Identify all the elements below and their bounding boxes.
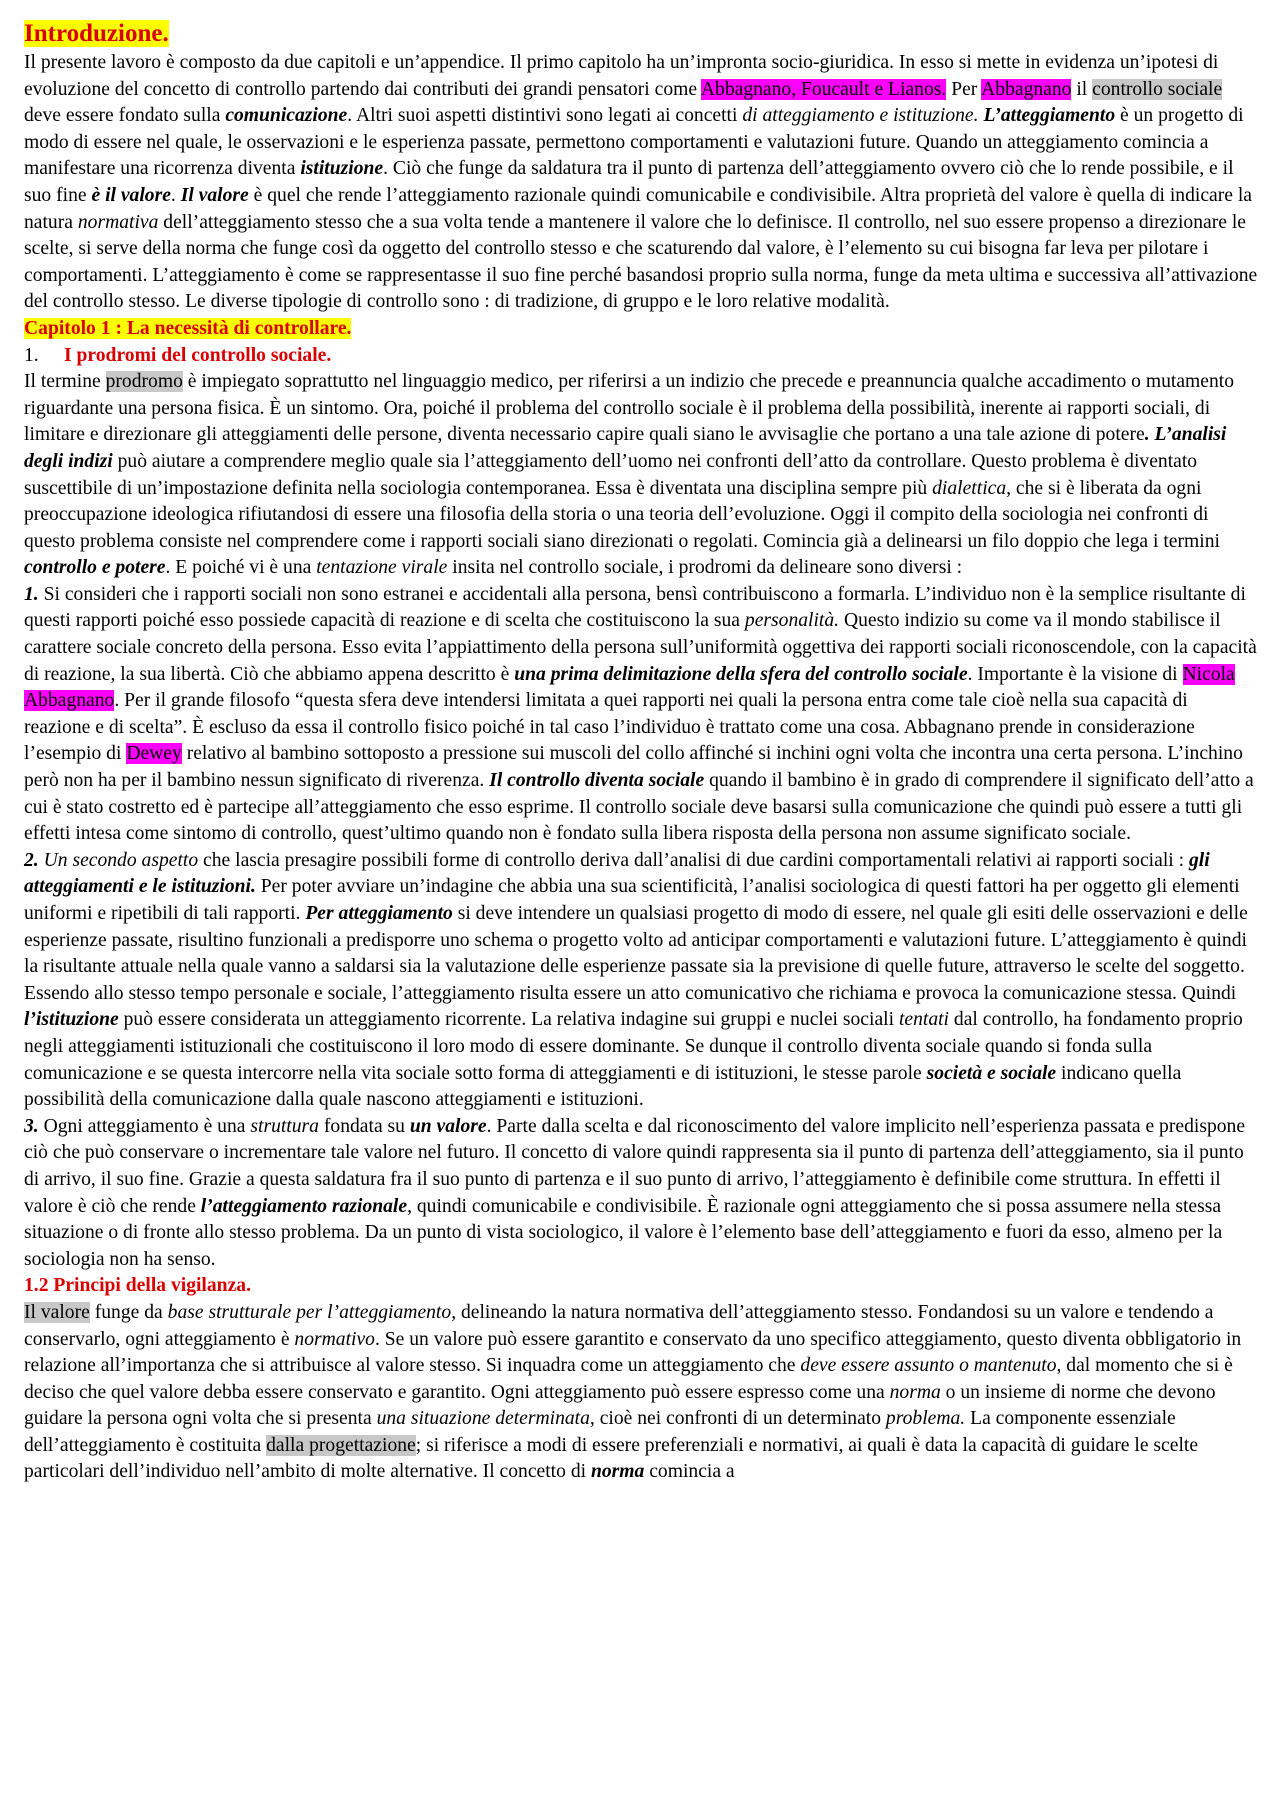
highlight-progettazione: dalla progettazione [266,1434,416,1456]
highlight-nicola-abbagnano: Nicola Abbagnano [24,663,1235,712]
chapter1-title: Capitolo 1 : La necessità di controllare. [24,317,352,339]
highlight-controllo-sociale: controllo sociale [1092,78,1223,100]
chapter1-heading-line [24,316,1258,343]
highlight-dewey: Dewey [126,743,182,765]
section-1-2-paragraph: Il valore funge da base strutturale per l’atteggiamento, delineando la natura normativa dell’atteggiamento stesso. Fondandosi su un valore e tendendo a conservarlo, ogni atteggiamento è normativo. Se un valore può essere garantito e conservato da uno specifico atteggiamento, questo diventa obbligatorio in relazione all’importanza che si attribuisce al valore stesso. Si inquadra come un atteggiamento che deve essere assunto o mantenuto, dal momento che si è deciso che quel valore debba essere conservato e garantito. Ogni atteggiamento può essere espresso come una norma o un insieme di norme che devono guidare la persona ogni volta che si presenta una situazione determinata, cioè nei confronti di un determinato problema. La componente essenziale dell’atteggiamento è costituita dalla progettazione; si riferisce a modi di essere preferenziali e normativi, ai quali è data la capacità di guidare le scelte particolari dell’individuo nell’ambito di molte alternative. Il concetto di norma comincia a [24,1301,1242,1483]
section-1-heading: 1. I prodromi del controllo sociale. [24,344,332,366]
highlight-il-valore: Il valore [24,1301,90,1323]
point-2-paragraph: 2. Un secondo aspetto che lascia presagire possibili forme di controllo deriva dall’analisi di due cardini comportamentali relativi ai rapporti sociali : gli atteggiamenti e le istituzioni. Per poter avviare un’indagine che abbia una sua scientificità, l’analisi sociologica di questi fattori ha per oggetto gli elementi uniformi e ripetibili di tali rapporti. Per atteggiamento si deve intendere un qualsiasi progetto di modo di essere, nel quale gli esiti delle osservazioni e delle esperienze passate, risultino funzionali a predisporre uno schema o progetto volto ad anticipar comportamenti e valutazioni future. L’atteggiamento è quindi la risultante attuale nella quale vanno a saldarsi sia la valutazione delle esperienze passate sia la previsione di quelle future, attraverso le scelte del soggetto. Essendo allo stesso tempo personale e sociale, l’atteggiamento risulta essere un atto comunicativo che richiama e provoca la comunicazione stessa. Quindi l’istituzione può essere considerata un atteggiamento ricorrente. La relativa indagine sui gruppi e nuclei sociali tentati dal controllo, ha fondamento proprio negli atteggiamenti istituzionali che costituiscono il loro modo di essere dominante. Se dunque il controllo diventa sociale quando si fonda sulla comunicazione e se questa intercorre nella vita sociale sotto forma di atteggiamenti e di istituzioni, le stesse parole società e sociale indicano quella possibilità della comunicazione dalla quale nascono atteggiamenti e istituzioni. [24,849,1248,1111]
section-1-2-heading: 1.2 Principi della vigilanza. [24,1275,251,1297]
intro-paragraph: Il presente lavoro è composto da due capitoli e un’appendice. Il primo capitolo ha un’impronta socio-giuridica. In esso si mette in evidenza un’ipotesi di evoluzione del concetto di controllo partendo dai contributi dei grandi pensatori come Abbagnano, Foucault e Lianos. Per Abbagnano il controllo sociale deve essere fondato sulla comunicazione. Altri suoi aspetti distintivi sono legati ai concetti di atteggiamento e istituzione. L’atteggiamento è un progetto di modo di essere nel quale, le osservazioni e le esperienza passate, permettono comportamenti e valutazioni future. Quando un atteggiamento comincia a manifestare una ricorrenza diventa istituzione. Ciò che funge da saldatura tra il punto di partenza dell’atteggiamento ovvero ciò che lo rende possibile, e il suo fine è il valore. Il valore è quel che rende l’atteggiamento razionale quindi comunicabile e condivisibile. Altra proprietà del valore è quella di indicare la natura normativa dell’atteggiamento stesso che a sua volta tende a mantenere il valore che lo definisce. Il controllo, nel suo essere propenso a direzionare le scelte, si serve della norma che funge così da oggetto del controllo stesso e che scaturendo dal valore, è l’elemento su cui bisogna far leva per pilotare i comportamenti. L’atteggiamento è come se rappresentasse il suo fine perché basandosi proprio sulla norma, funge da meta ultima e successiva all’attivazione del controllo stesso. Le diverse tipologie di controllo sono : di tradizione, di gruppo e le loro relative modalità. [24,52,1258,313]
intro-title: Introduzione. [24,20,169,47]
highlight-authors: Abbagnano, Foucault e Lianos. [700,78,947,100]
point-1-paragraph: 1. Si consideri che i rapporti sociali non sono estranei e accidentali alla persona, bensì contribuiscono a formarla. L’individuo non è la semplice risultante di questi rapporti poiché esso possiede capacità di reazione e di scelta che costituiscono la sua personalità. Questo indizio su come va il mondo stabilisce il carattere sociale concreto della persona. Esso evita l’appiattimento della persona sull’uniformità oggettiva dei rapporti sociali riconoscendole, con la capacità di reazione, la sua libertà. Ciò che abbiamo appena descritto è una prima delimitazione della sfera del controllo sociale. Importante è la visione di Nicola Abbagnano. Per il grande filosofo “questa sfera deve intendersi limitata a quei rapporti nei quali la persona entra come tale cioè nella sua capacità di reazione e di scelta”. È escluso da essa il controllo fisico poiché in tal caso l’individuo è trattato come una cosa. Abbagnano prende in considerazione l’esempio di Dewey relativo al bambino sottoposto a pressione sui muscoli del collo affinché si inchini ogni volta che incontra una certa persona. L’inchino però non ha per il bambino nessun significato di riverenza. Il controllo diventa sociale quando il bambino è in grado di comprendere il significato dell’atto a cui è stato costretto ed è partecipe all’atteggiamento che esso esprime. Il controllo sociale deve basarsi sulla comunicazione che quindi può essere a tutti gli effetti intesa come sintomo di controllo, quest’ultimo quando non è fondato sulla libera risposta della persona non assume significato sociale. [24,583,1257,845]
section-1-paragraph: Il termine prodromo è impiegato soprattutto nel linguaggio medico, per riferirsi a un indizio che precede e preannuncia qualche accadimento o mutamento riguardante una persona fisica. È un sintomo. Ora, poiché il problema del controllo sociale è il problema della possibilità, inerente ai rapporti sociali, di limitare e direzionare gli atteggiamenti delle persone, diventa necessario capire quali siano le avvisaglie che portano a una tale azione di potere. L’analisi degli indizi può aiutare a comprendere meglio quale sia l’atteggiamento dell’uomo nei confronti dell’atto da controllare. Questo problema è diventato suscettibile di un’impostazione definita nella sociologia contemporanea. Essa è diventata una disciplina sempre più dialettica, che si è liberata da ogni preoccupazione ideologica rifiutandosi di essere una filosofia della storia o una teoria dell’evoluzione. Oggi il compito della sociologia nei confronti di questo problema consiste nel comprendere come i rapporti sociali siano direzionati o regolati. Comincia già a delinearsi un filo doppio che lega i termini controllo e potere. E poiché vi è una tentazione virale insita nel controllo sociale, i prodromi da delineare sono diversi : [24,371,1235,579]
highlight-abbagnano: Abbagnano [981,78,1072,100]
intro-heading-line [24,18,1258,50]
point-3-paragraph: 3. Ogni atteggiamento è una struttura fondata su un valore. Parte dalla scelta e dal riconoscimento del valore implicito nell’esperienza passata e predispone ciò che può conservare o incrementare tale valore nel futuro. Il concetto di valore quindi rappresenta sia il punto di partenza dell’atteggiamento, sia il punto di arrivo, il suo fine. Grazie a questa saldatura fra il suo punto di partenza e il suo punto di arrivo, l’atteggiamento è definibile come struttura. In effetti il valore è ciò che rende l’atteggiamento razionale, quindi comunicabile e condivisibile. È razionale ogni atteggiamento che si possa assumere nella stessa situazione o di fronte allo stesso problema. Da un punto di vista sociologico, il valore è l’elemento base dell’atteggiamento e fuori da esso, almeno per la sociologia non ha senso. [24,1115,1246,1270]
highlight-prodromo: prodromo [105,371,183,393]
